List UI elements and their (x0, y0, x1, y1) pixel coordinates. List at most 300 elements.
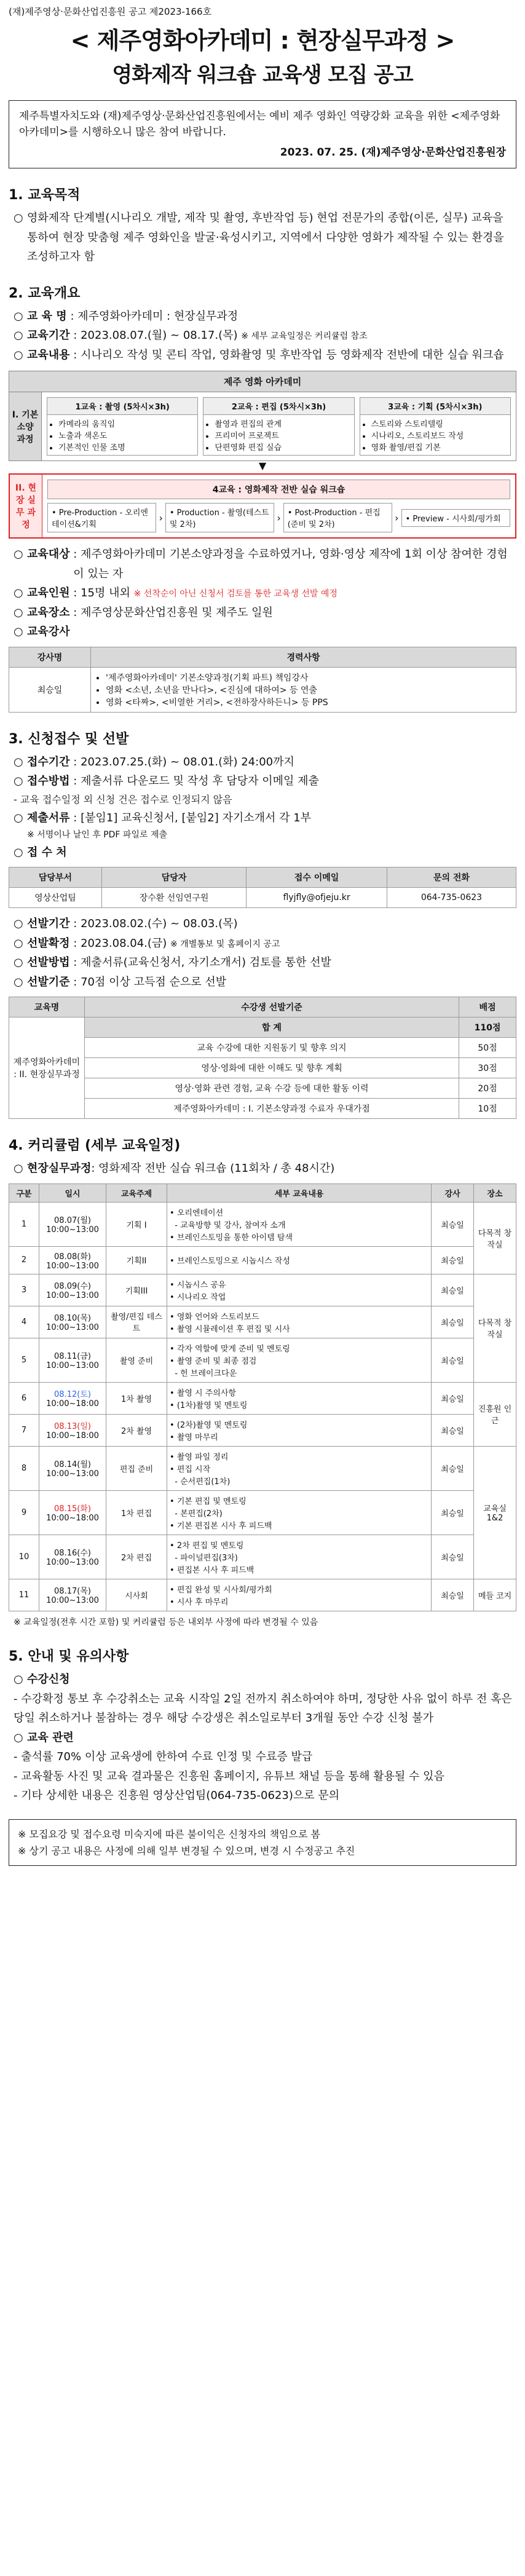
page-title: < 제주영화아카데미 : 현장실무과정 > (70, 27, 455, 54)
docs-note: ※ 서명이나 날인 후 PDF 파일로 제출 (27, 830, 167, 840)
session-datetime (39, 1414, 106, 1446)
session-content-item (170, 1507, 428, 1519)
stage2-step: • Post-Production - 편집(준비 및 2차) (283, 503, 392, 532)
session-content (167, 1446, 432, 1490)
session-content-item (170, 1290, 428, 1302)
criteria-th: 수강생 선발기준 (85, 997, 459, 1017)
session-content-item (170, 1206, 428, 1218)
session-content (167, 1579, 432, 1611)
bullet-icon: • (170, 1208, 177, 1218)
session-time: 10:00~18:00 (46, 1431, 99, 1441)
box-item: • 영화 촬영/편집 기본 (371, 441, 510, 452)
session-content-item (170, 1539, 428, 1551)
contact-email-link[interactable]: flyjfly@ofjeju.kr (247, 888, 387, 908)
section-4-title: 4. 커리큘럼 (세부 교육일정) (9, 1138, 181, 1154)
bullet-icon: • (170, 1420, 177, 1430)
place-value: : 제주영상문화산업진흥원 및 제주도 일원 (73, 606, 273, 619)
session-date: 08.15(화) (54, 1504, 91, 1514)
session-number: 8 (9, 1446, 39, 1490)
criteria-table (9, 997, 516, 1119)
bullet-icon: ○ (14, 625, 23, 639)
session-content-item (170, 1495, 428, 1506)
session-place: 진흥원 인근 (474, 1382, 516, 1446)
notice-apply-text: - 수강확정 통보 후 수강취소는 교육 시작일 2일 전까지 취소하여야 하며, 정당한 사유 없이 하루 전 혹은 당일 취소하거나 불참하는 경우 해당 수강생은 취소일로부터 3개월 동안 수강 신청 불가 (14, 1692, 512, 1725)
session-place: 메들 코지 (474, 1579, 516, 1611)
session-content-item (170, 1254, 428, 1266)
sel-crit-value: : 70점 이상 고득점 순으로 선발 (73, 975, 227, 989)
session-datetime (39, 1306, 106, 1338)
notice-edu-line (14, 1767, 516, 1787)
session-content (167, 1202, 432, 1246)
lecturer-key: 교육강사 (27, 625, 70, 639)
session-datetime (39, 1382, 106, 1414)
criteria-row: 제주영화아카데미 : I. 기본소양과정 수료자 우대가점 (85, 1099, 459, 1119)
docs-key: 제출서류 (27, 811, 70, 824)
sel-method-item (14, 953, 516, 973)
bullet-icon: • (170, 1356, 177, 1366)
session-content (167, 1246, 432, 1274)
bullet-icon: ○ (14, 845, 23, 859)
session-content-item (170, 1583, 428, 1595)
purpose-text: 영화제작 단계별(시나리오 개발, 제작 및 촬영, 후반작업 등) 현업 전문가의 종합(이론, 실무) 교육을 통하여 현장 맞춤형 제주 영화인을 발굴·육성시키고, 지역에서 다양한 영화가 제작될 수 있는 환경을 조성하고자 함 (27, 211, 504, 264)
bullet-icon: ○ (14, 309, 23, 323)
session-content-item (170, 1367, 428, 1378)
box-item: • 기본적인 인물 조명 (58, 441, 197, 452)
session-content-text: 기본 편집본 시사 후 피드백 (176, 1521, 272, 1531)
session-datetime (39, 1246, 106, 1274)
curriculum-row (9, 1382, 516, 1414)
session-content-text: 브레인스토밍을 통한 아이템 탐색 (176, 1233, 293, 1243)
session-datetime (39, 1274, 106, 1306)
notice-number: (재)제주영상·문화산업진흥원 공고 제2023-166호 (9, 6, 212, 17)
session-content-item (170, 1231, 428, 1243)
criteria-row: 영상·영화 관련 경험, 교육 수강 등에 대한 활동 이력 (85, 1078, 459, 1099)
box-item: • 시나리오, 스토리보드 작성 (371, 429, 510, 441)
session-date: 08.17(목) (54, 1587, 91, 1597)
contact-th: 문의 전화 (387, 867, 516, 888)
session-teacher: 최승일 (432, 1246, 474, 1274)
sel-confirm-item (14, 934, 516, 954)
session-content-text: 편집본 시사 후 피드백 (176, 1565, 255, 1575)
target-value: : 제주영화아카데미 기본소양과정을 수료하였거나, 영화·영상 제작에 1회 이상 참여한 경험이 있는 자 (73, 548, 508, 580)
bullet-icon: • (170, 1324, 177, 1334)
sel-confirm-value: : 2023.08.04.(금) (73, 936, 167, 950)
session-content-text: 오리엔테이션 (176, 1208, 224, 1218)
session-content-item (170, 1450, 428, 1462)
process-header: 제주 영화 아카데미 (9, 371, 516, 392)
bullet-icon: ○ (14, 936, 23, 950)
session-content-item (170, 1342, 428, 1354)
curriculum-key: 현장실무과정 (27, 1162, 92, 1175)
sel-period-key: 선발기간 (27, 917, 70, 931)
session-teacher: 최승일 (432, 1382, 474, 1414)
curriculum-row (9, 1414, 516, 1446)
session-topic: 1차 편집 (106, 1490, 167, 1535)
contact-key: 접 수 처 (27, 845, 67, 859)
session-date: 08.08(화) (54, 1252, 91, 1262)
bullet-icon: • (170, 1452, 177, 1462)
session-number: 10 (9, 1535, 39, 1579)
session-content-item (170, 1563, 428, 1575)
career-item: • 영화 <소년, 소년을 만나다>, <진심에 대하여> 등 연출 (106, 684, 512, 696)
session-date: 08.09(수) (54, 1282, 91, 1292)
target-item (14, 545, 516, 583)
apply-method-item (14, 772, 516, 791)
stage1-label: I. 기본 소양 과정 (9, 392, 42, 460)
session-content-text: 각자 역할에 맞게 준비 및 멘토링 (176, 1344, 290, 1354)
session-time: 10:00~13:00 (46, 1558, 99, 1568)
session-teacher: 최승일 (432, 1446, 474, 1490)
session-number: 3 (9, 1274, 39, 1306)
session-content-text: 시사 후 마무리 (176, 1597, 229, 1607)
apply-period-item (14, 753, 516, 772)
session-time: 10:00~18:00 (46, 1514, 99, 1523)
session-content-item (170, 1386, 428, 1398)
session-content-text: 편집 완성 및 시사회/평가회 (176, 1585, 272, 1595)
session-datetime (39, 1535, 106, 1579)
bullet-icon: • (170, 1292, 177, 1302)
session-content-text: - 교육방향 및 강사, 참여자 소개 (175, 1220, 286, 1230)
bullet-icon: ○ (14, 329, 23, 342)
bullet-icon: • (170, 1280, 177, 1290)
criteria-row: 교육 수강에 대한 지원동기 및 향후 의지 (85, 1038, 459, 1058)
session-date: 08.16(수) (54, 1549, 91, 1559)
stage2-step: • Preview - 시사회/평가회 (401, 509, 510, 527)
session-content-text: 영화 언어와 스토리보드 (176, 1312, 259, 1322)
contact-th: 담당부서 (9, 867, 102, 888)
session-content-item (170, 1310, 428, 1322)
stage2-title: 4교육 : 영화제작 전반 실습 워크숍 (47, 480, 510, 499)
session-content-item (170, 1519, 428, 1531)
session-number: 5 (9, 1338, 39, 1382)
box-title: 3교육 : 기획 (5차시×3h) (360, 398, 510, 415)
session-date: 08.14(월) (54, 1460, 91, 1470)
session-datetime (39, 1446, 106, 1490)
down-arrow-icon: ▼ (258, 460, 267, 472)
curriculum-table (9, 1183, 516, 1611)
criteria-total: 110점 (459, 1017, 516, 1038)
session-datetime (39, 1490, 106, 1535)
career-item: • 영화 <타짜>, <비열한 거리>, <전하장사하든니> 등 PPS (106, 696, 512, 708)
session-teacher: 최승일 (432, 1414, 474, 1446)
bullet-icon: ○ (14, 1731, 23, 1744)
notice-edu-item (14, 1728, 516, 1748)
box-item: • 노출과 색온도 (58, 429, 197, 441)
chevron-right-icon: › (395, 512, 399, 524)
sel-period-item (14, 914, 516, 934)
curri-th: 세부 교육내용 (167, 1183, 432, 1202)
session-topic: 촬영 준비 (106, 1338, 167, 1382)
lecturer-th-name: 강사명 (9, 647, 91, 667)
apply-period-value: : 2023.07.25.(화) ~ 08.01.(화) 24:00까지 (73, 755, 294, 768)
bullet-icon: • (170, 1521, 177, 1531)
curri-th: 교육주제 (106, 1183, 167, 1202)
session-content-text: - 순서편집(1차) (175, 1477, 231, 1487)
bullet-icon: • (170, 1464, 177, 1474)
course-period-item (14, 326, 516, 346)
session-content-text: - 헌 브레이크다운 (175, 1369, 237, 1378)
sel-method-value: : 제출서류(교육신청서, 자기소개서) 검토를 통한 선발 (73, 956, 331, 970)
box-title: 1교육 : 촬영 (5차시×3h) (47, 398, 197, 415)
session-time: 10:00~18:00 (46, 1399, 99, 1409)
notice-apply-line (14, 1689, 516, 1728)
session-topic: 기획 I (106, 1202, 167, 1246)
notice-edu-key: 교육 관련 (27, 1731, 74, 1744)
intro-text: 제주특별자치도와 (재)제주영상·문화산업진흥원에서는 예비 제주 영화인 역량강화 교육을 위한 <제주영화아카데미>를 시행하오니 많은 참여 바랍니다. (19, 110, 500, 139)
session-teacher: 최승일 (432, 1306, 474, 1338)
sel-period-value: : 2023.08.02.(수) ~ 08.03.(목) (73, 917, 238, 931)
session-topic: 2차 촬영 (106, 1414, 167, 1446)
stage2-box (9, 473, 516, 539)
career-item: • '제주영화아카데미' 기본소양과정(기획 파트) 책임강사 (106, 671, 512, 684)
bullet-icon: ○ (14, 775, 23, 788)
bullet-icon: • (170, 1541, 177, 1551)
bullet-icon: ○ (14, 548, 23, 561)
session-time: 10:00~13:00 (46, 1261, 99, 1271)
curriculum-row (9, 1446, 516, 1490)
criteria-row: 영상·영화에 대한 이해도 및 향후 계획 (85, 1058, 459, 1078)
bullet-icon: • (170, 1233, 177, 1243)
apply-method-key: 접수방법 (27, 775, 70, 788)
session-teacher: 최승일 (432, 1490, 474, 1535)
bullet-icon: ○ (14, 811, 23, 824)
bullet-icon: • (170, 1432, 177, 1442)
count-note: ※ 선착순이 아닌 신청서 검토를 통한 교육생 선발 예정 (133, 589, 338, 599)
session-content-text: 2차 편집 및 멘토링 (176, 1541, 244, 1551)
curriculum-row (9, 1490, 516, 1535)
session-time: 10:00~13:00 (46, 1291, 99, 1301)
place-item (14, 603, 516, 623)
session-topic: 편집 준비 (106, 1446, 167, 1490)
session-number: 4 (9, 1306, 39, 1338)
stage1-box-shooting (47, 397, 198, 456)
session-date: 08.11(금) (54, 1352, 91, 1362)
course-name-value: : 제주영화아카데미 : 현장실무과정 (70, 309, 239, 323)
curriculum-note: ※ 교육일정(전후 시간 포함) 및 커리큘럼 등은 내외부 사정에 따라 변경될 수 있음 (14, 1617, 318, 1627)
count-value: : 15명 내외 (73, 587, 130, 600)
session-content-text: (2차)촬영 및 멘토링 (176, 1420, 248, 1430)
curriculum-row (9, 1274, 516, 1306)
docs-note-item (14, 828, 516, 843)
contact-th: 접수 이메일 (247, 867, 387, 888)
contact-dept: 영상산업팀 (9, 888, 102, 908)
session-content-item (170, 1354, 428, 1366)
session-topic: 기획II (106, 1246, 167, 1274)
curriculum-row (9, 1535, 516, 1579)
course-period-value: : 2023.08.07.(월) ~ 08.17.(목) (73, 329, 238, 342)
session-topic: 촬영/편집 테스트 (106, 1306, 167, 1338)
notice-apply-item (14, 1670, 516, 1689)
session-datetime (39, 1338, 106, 1382)
session-content-item (170, 1431, 428, 1442)
curri-th: 강사 (432, 1183, 474, 1202)
session-content-text: (1차)촬영 및 멘토링 (176, 1401, 248, 1410)
session-number: 7 (9, 1414, 39, 1446)
notice-edu-line (14, 1747, 516, 1767)
session-datetime (39, 1579, 106, 1611)
apply-method-sub (14, 791, 516, 808)
session-datetime (39, 1202, 106, 1246)
session-content-text: 촬영 마무리 (176, 1432, 218, 1442)
session-content (167, 1535, 432, 1579)
sel-crit-item (14, 973, 516, 992)
bullet-icon: ○ (14, 587, 23, 600)
place-key: 교육장소 (27, 606, 70, 619)
sel-method-key: 선발방법 (27, 956, 70, 970)
bullet-icon: • (170, 1585, 177, 1595)
session-time: 10:00~13:00 (46, 1596, 99, 1606)
session-content (167, 1414, 432, 1446)
session-teacher: 최승일 (432, 1579, 474, 1611)
curriculum-item (14, 1159, 516, 1179)
count-item (14, 583, 516, 603)
session-place: 다목적 창작실 (474, 1202, 516, 1274)
session-content (167, 1306, 432, 1338)
stage2-step: • Pre-Production - 오리엔테이션&기획 (47, 503, 156, 532)
docs-value: : [붙임1] 교육신청서, [붙임2] 자기소개서 각 1부 (73, 811, 312, 824)
session-number: 6 (9, 1382, 39, 1414)
lecturer-table (9, 647, 516, 713)
session-topic: 기획III (106, 1274, 167, 1306)
bullet-icon: ○ (14, 755, 23, 768)
session-number: 9 (9, 1490, 39, 1535)
session-date: 08.12(토) (54, 1390, 91, 1400)
section-5-title: 5. 안내 및 유의사항 (9, 1649, 129, 1665)
session-content (167, 1382, 432, 1414)
apply-method-sub-text: - 교육 접수일정 외 신청 건은 접수로 인정되지 않음 (14, 793, 232, 805)
bullet-icon: ○ (14, 348, 23, 362)
footer-note: ※ 모집요강 및 접수요령 미숙지에 따른 불이익은 신청자의 책임으로 봄 (18, 1828, 320, 1840)
session-content-item (170, 1399, 428, 1410)
session-date: 08.07(월) (54, 1216, 91, 1226)
apply-period-key: 접수기간 (27, 755, 70, 768)
criteria-th: 교육명 (9, 997, 85, 1017)
contact-item (14, 843, 516, 863)
curriculum-value: : 영화제작 전반 실습 워크숍 (11회차 / 총 48시간) (91, 1162, 335, 1175)
notice-edu-text: - 기타 상세한 내용은 진흥원 영상산업팀(064-735-0623)으로 문의 (14, 1789, 340, 1803)
course-period-key: 교육기간 (27, 329, 70, 342)
curri-th: 장소 (474, 1183, 516, 1202)
session-date: 08.10(목) (54, 1314, 91, 1324)
stage2-step: • Production - 촬영(테스트 및 2차) (165, 503, 274, 532)
course-period-note: ※ 세부 교육일정은 커리큘럼 참조 (241, 331, 368, 342)
session-content-text: 브레인스토밍으로 시놉시스 작성 (176, 1257, 290, 1266)
bullet-icon: ○ (14, 975, 23, 989)
count-key: 교육인원 (27, 587, 70, 600)
session-content (167, 1274, 432, 1306)
section-1-title: 1. 교육목적 (9, 188, 81, 203)
sel-crit-key: 선발기준 (27, 975, 70, 989)
footer-note: ※ 상기 공고 내용은 사정에 의해 일부 변경될 수 있으며, 변경 시 수정공고 추진 (18, 1844, 355, 1857)
session-time: 10:00~13:00 (46, 1323, 99, 1333)
session-content-text: 촬영 파일 정리 (176, 1452, 229, 1462)
contact-phone: 064-735-0623 (387, 888, 516, 908)
session-content-item (170, 1595, 428, 1607)
notice-edu-text: - 교육활동 사진 및 교육 결과물은 진흥원 홈페이지, 유튜브 채널 등을 통해 활용될 수 있음 (14, 1769, 444, 1783)
session-time: 10:00~13:00 (46, 1361, 99, 1371)
session-number: 2 (9, 1246, 39, 1274)
curriculum-note-item (14, 1615, 516, 1630)
stage1-box-planning (360, 397, 511, 456)
footer-notice-box (9, 1819, 516, 1866)
session-teacher: 최승일 (432, 1338, 474, 1382)
session-content-text: - 본편집(2차) (175, 1509, 223, 1519)
purpose-item (14, 208, 516, 267)
apply-method-value: : 제출서류 다운로드 및 작성 후 담당자 이메일 제출 (73, 775, 319, 788)
bullet-icon: ○ (14, 917, 23, 931)
box-item: • 프리미어 프로젝트 (215, 429, 353, 441)
bullet-icon: • (170, 1401, 177, 1410)
course-content-item (14, 346, 516, 365)
session-content-item (170, 1278, 428, 1290)
bullet-icon: • (170, 1344, 177, 1354)
process-diagram (9, 371, 516, 461)
docs-item (14, 808, 516, 828)
curri-th: 구분 (9, 1183, 39, 1202)
criteria-score: 10점 (459, 1099, 516, 1119)
bullet-icon: • (170, 1597, 177, 1607)
criteria-score: 50점 (459, 1038, 516, 1058)
curriculum-row (9, 1338, 516, 1382)
section-2-title: 2. 교육개요 (9, 285, 81, 301)
criteria-th: 배점 (459, 997, 516, 1017)
notice-apply-key: 수강신청 (27, 1673, 70, 1686)
bullet-icon: ○ (14, 606, 23, 619)
bullet-icon: • (170, 1257, 177, 1266)
curriculum-row (9, 1202, 516, 1246)
bullet-icon: • (170, 1496, 177, 1506)
session-topic: 시사회 (106, 1579, 167, 1611)
session-content-text: 시나리오 작업 (176, 1292, 226, 1302)
criteria-course: 제주영화아카데미 : II. 현장실무과정 (9, 1017, 85, 1119)
contact-table (9, 867, 516, 908)
course-name-key: 교 육 명 (27, 309, 67, 323)
session-content-item (170, 1551, 428, 1563)
chevron-right-icon: › (277, 512, 281, 524)
session-content-text: 기본 편집 및 멘토링 (176, 1496, 247, 1506)
course-content-key: 교육내용 (27, 348, 70, 362)
session-place: 교육실 1&2 (474, 1446, 516, 1579)
bullet-icon: • (170, 1312, 177, 1322)
box-title: 2교육 : 편집 (5차시×3h) (203, 398, 353, 415)
session-place: 다목적 창작실 (474, 1274, 516, 1382)
session-time: 10:00~13:00 (46, 1469, 99, 1479)
box-item: • 카메라의 움직임 (58, 417, 197, 429)
course-name-item (14, 307, 516, 326)
curriculum-row (9, 1579, 516, 1611)
session-content-item (170, 1463, 428, 1474)
session-content-text: 편집 시작 (176, 1464, 211, 1474)
bullet-icon: ○ (14, 956, 23, 970)
session-number: 11 (9, 1579, 39, 1611)
bullet-icon: ○ (14, 211, 23, 225)
session-content-text: 촬영 시뮬레이션 후 편집 및 시사 (176, 1324, 290, 1334)
stage1-box-editing (203, 397, 354, 456)
session-teacher: 최승일 (432, 1535, 474, 1579)
box-item: • 촬영과 편집의 관계 (215, 417, 353, 429)
intro-box (9, 100, 516, 168)
course-content-value: : 시나리오 작성 및 콘티 작업, 영화촬영 및 후반작업 등 영화제작 전반에 대한 실습 워크숍 (73, 348, 504, 362)
notice-edu-line (14, 1786, 516, 1806)
curriculum-row (9, 1246, 516, 1274)
contact-th: 담당자 (101, 867, 246, 888)
lecturer-th-career: 경력사항 (91, 647, 516, 667)
session-topic: 1차 촬영 (106, 1382, 167, 1414)
lecturer-item (14, 622, 516, 642)
session-content-item (170, 1219, 428, 1230)
curri-th: 일시 (39, 1183, 106, 1202)
chevron-right-icon: › (159, 512, 163, 524)
